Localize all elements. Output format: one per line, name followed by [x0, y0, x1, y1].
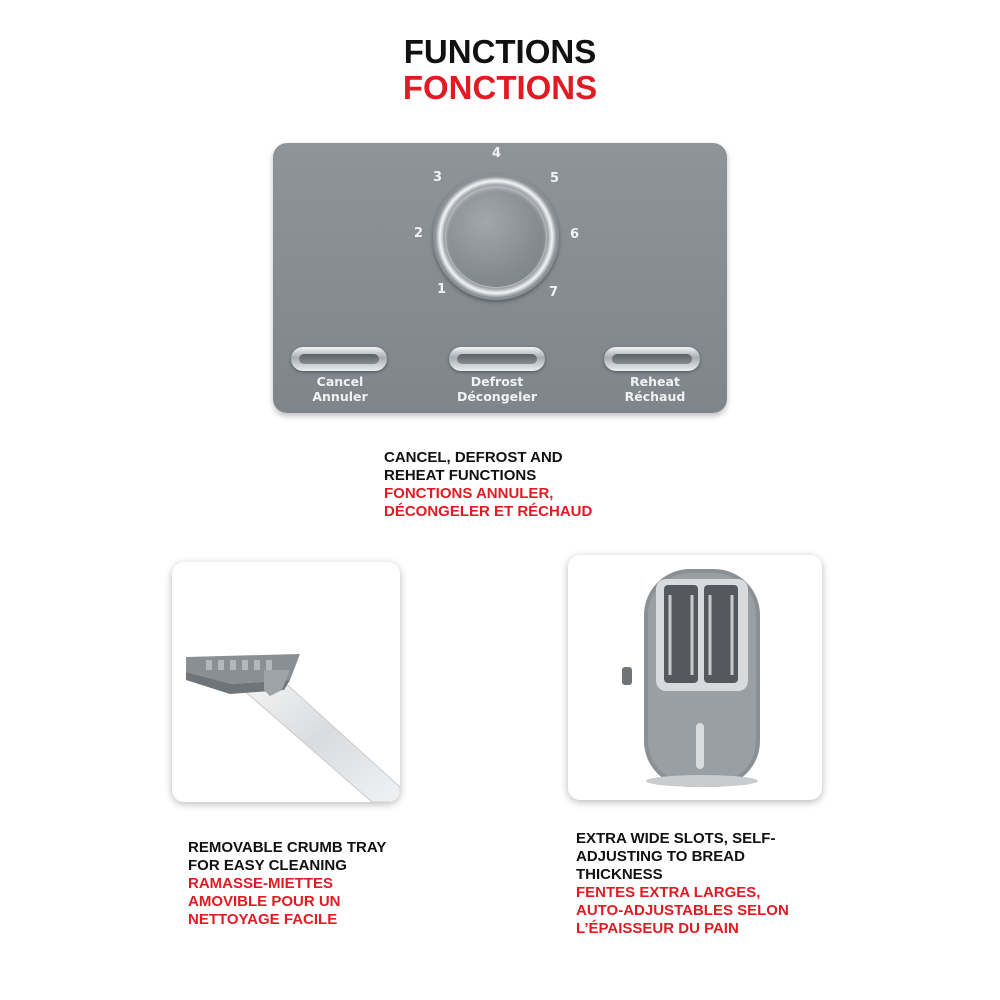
- dial-number-1: 1: [437, 282, 447, 297]
- crumb-tray-caption: [188, 839, 386, 929]
- functions-caption-en-2: REHEAT FUNCTIONS: [384, 467, 537, 484]
- defrost-label-fr: Décongeler: [456, 389, 538, 404]
- dial-number-7: 7: [549, 285, 559, 300]
- crumb-tray-illustration: [172, 562, 400, 802]
- toaster-photo: [568, 555, 822, 800]
- crumb-caption-fr-1: RAMASSE-MIETTES: [188, 875, 334, 892]
- dial-number-3: 3: [433, 170, 443, 185]
- defrost-label: [427, 374, 567, 404]
- slots-caption: [576, 830, 789, 938]
- reheat-label-en: Reheat: [630, 374, 680, 389]
- reheat-label-fr: Réchaud: [624, 389, 686, 404]
- slots-caption-en-3: THICKNESS: [576, 866, 663, 883]
- slots-caption-en-1: EXTRA WIDE SLOTS, SELF-: [576, 830, 776, 847]
- crumb-caption-fr-2: AMOVIBLE POUR UN: [188, 893, 341, 910]
- cancel-label: [270, 374, 410, 404]
- crumb-tray-photo: [172, 562, 400, 802]
- defrost-button: [449, 347, 545, 371]
- page-title-en: FUNCTIONS: [403, 33, 597, 70]
- dial-number-4: 4: [492, 146, 502, 161]
- dial-number-6: 6: [570, 227, 580, 242]
- browning-dial-knob: [446, 187, 546, 287]
- functions-caption-en-1: CANCEL, DEFROST AND: [384, 449, 563, 466]
- cancel-button: [291, 347, 387, 371]
- crumb-caption-en-1: REMOVABLE CRUMB TRAY: [188, 839, 387, 856]
- page-title-fr: FONCTIONS: [402, 69, 598, 106]
- reheat-button: [604, 347, 700, 371]
- functions-caption: [384, 449, 592, 521]
- cancel-label-en: Cancel: [316, 374, 364, 389]
- slots-caption-en-2: ADJUSTING TO BREAD: [576, 848, 745, 865]
- slots-caption-fr-2: AUTO-ADJUSTABLES SELON: [576, 902, 789, 919]
- slots-caption-fr-3: L’ÉPAISSEUR DU PAIN: [576, 920, 739, 937]
- toaster-illustration: [568, 555, 822, 800]
- dial-number-2: 2: [414, 226, 424, 241]
- slots-caption-fr-1: FENTES EXTRA LARGES,: [576, 884, 761, 901]
- crumb-caption-fr-3: NETTOYAGE FACILE: [188, 911, 338, 928]
- dial-number-5: 5: [550, 171, 560, 186]
- functions-caption-fr-1: FONCTIONS ANNULER,: [384, 485, 554, 502]
- functions-caption-fr-2: DÉCONGELER ET RÉCHAUD: [384, 503, 593, 520]
- cancel-label-fr: Annuler: [312, 389, 368, 404]
- crumb-caption-en-2: FOR EASY CLEANING: [188, 857, 347, 874]
- reheat-label: [585, 374, 725, 404]
- defrost-label-en: Defrost: [470, 374, 524, 389]
